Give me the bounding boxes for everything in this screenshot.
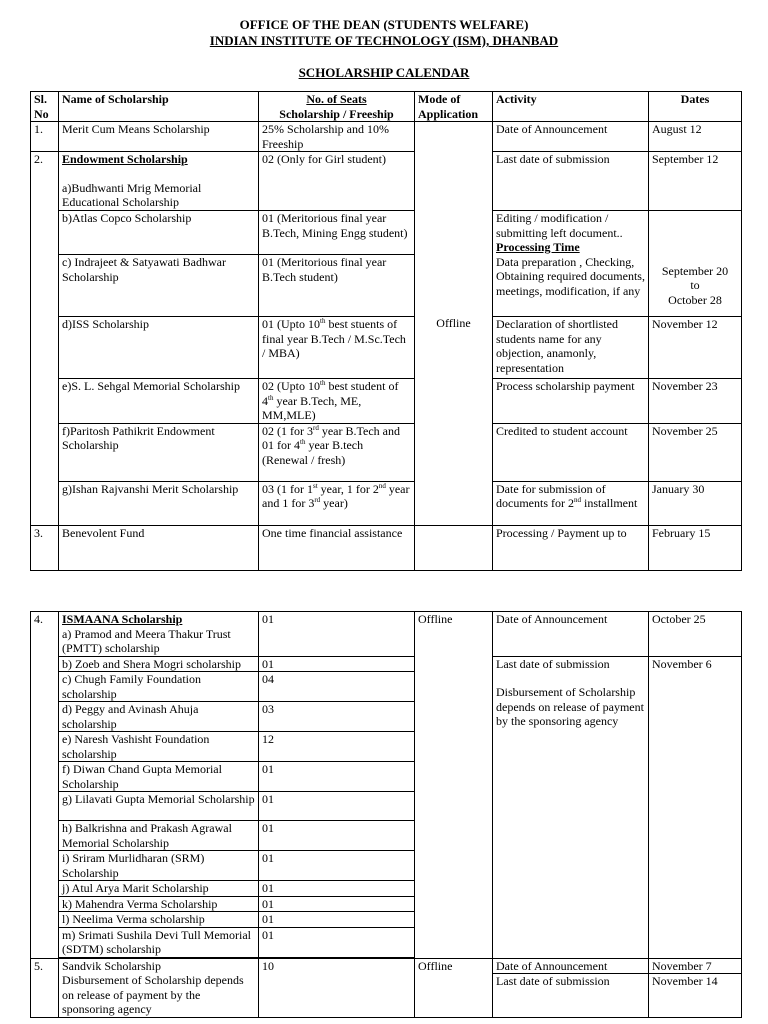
name-cell: g) Lilavati Gupta Memorial Scholarship — [59, 792, 259, 821]
name-cell: e) Naresh Vashisht Foundation scholarship — [59, 732, 259, 762]
name-cell: Sandvik Scholarship Disbursement of Scholarship depends on release of payment by the sponsoring agency — [59, 958, 259, 1018]
name-cell: Endowment Scholarship a)Budhwanti Mrig Memorial Educational Scholarship — [59, 152, 259, 211]
date-cell: September 12 — [649, 152, 742, 211]
table-row — [31, 958, 742, 974]
seats-cell: 01 — [259, 927, 415, 957]
table-row — [31, 317, 742, 379]
seats-cell: 02 (1 for 3rd year B.Tech and 01 for 4th year B.tech (Renewal / fresh) — [259, 423, 415, 481]
table-row — [31, 152, 742, 211]
name-cell: f)Paritosh Pathikrit Endowment Scholarship — [59, 423, 259, 481]
calendar-title: SCHOLARSHIP CALENDAR — [298, 65, 470, 80]
table-row — [31, 656, 742, 672]
sl-cell: 3. — [31, 525, 59, 570]
mode-cell — [415, 525, 493, 570]
sl-cell: 4. — [31, 612, 59, 959]
name-cell: k) Mahendra Verma Scholarship — [59, 896, 259, 912]
col-activity: Activity — [493, 92, 649, 122]
mode-cell: Offline — [415, 612, 493, 959]
header-row — [31, 92, 742, 122]
seats-cell: 01 — [259, 851, 415, 881]
institute-heading: INDIAN INSTITUTE OF TECHNOLOGY (ISM), DHANBAD — [209, 33, 559, 48]
date-cell — [649, 211, 742, 255]
seats-cell: 02 (Upto 10th best student of 4th year B.Tech, ME, MM,MLE) — [259, 379, 415, 424]
activity-cell: Date of Announcement — [493, 612, 649, 657]
name-cell: g)Ishan Rajvanshi Merit Scholarship — [59, 481, 259, 525]
seats-cell: 01 — [259, 821, 415, 851]
activity-cell: Process scholarship payment — [493, 379, 649, 424]
name-cell: m) Srimati Sushila Devi Tull Memorial (SDTM) scholarship — [59, 927, 259, 957]
activity-cell: Processing / Payment up to — [493, 525, 649, 570]
seats-cell: 25% Scholarship and 10% Freeship — [259, 122, 415, 152]
table-row — [31, 379, 742, 424]
table-row — [31, 481, 742, 525]
date-cell: November 23 — [649, 379, 742, 424]
scholarship-table-2 — [30, 611, 742, 1018]
col-mode: Mode of Application — [415, 92, 493, 122]
activity-cell: Last date of submission Disbursement of Scholarship depends on release of payment by the sponsoring agency — [493, 656, 649, 958]
date-cell: September 20 to October 28 — [649, 255, 742, 317]
activity-cell: Credited to student account — [493, 423, 649, 481]
date-cell: February 15 — [649, 525, 742, 570]
table-row — [31, 423, 742, 481]
table-row — [31, 122, 742, 152]
seats-cell: 01 (Upto 10th best stuents of final year B.Tech / M.Sc.Tech / MBA) — [259, 317, 415, 379]
seats-cell: 12 — [259, 732, 415, 762]
name-cell: b) Zoeb and Shera Mogri scholarship — [59, 656, 259, 672]
name-cell: l) Neelima Verma scholarship — [59, 912, 259, 928]
col-name: Name of Scholarship — [59, 92, 259, 122]
activity-cell: Last date of submission — [493, 974, 649, 1018]
seats-cell: 01 — [259, 762, 415, 792]
sl-cell: 1. — [31, 122, 59, 152]
date-cell: January 30 — [649, 481, 742, 525]
activity-cell: Date for submission of documents for 2nd installment — [493, 481, 649, 525]
col-dates: Dates — [649, 92, 742, 122]
seats-cell: One time financial assistance — [259, 525, 415, 570]
table-row — [31, 525, 742, 570]
scholarship-table-1 — [30, 91, 742, 571]
name-cell: f) Diwan Chand Gupta Memorial Scholarship — [59, 762, 259, 792]
col-sl: Sl. No — [31, 92, 59, 122]
name-cell: d)ISS Scholarship — [59, 317, 259, 379]
sl-cell: 2. — [31, 152, 59, 526]
seats-cell: 01 (Meritorious final year B.Tech student) — [259, 255, 415, 317]
mode-cell: Offline — [415, 122, 493, 526]
name-cell: h) Balkrishna and Prakash Agrawal Memorial Scholarship — [59, 821, 259, 851]
seats-cell: 01 (Meritorious final year B.Tech, Mining Engg student) — [259, 211, 415, 255]
activity-cell: Editing / modification / submitting left document.. Processing Time — [493, 211, 649, 255]
name-cell: i) Sriram Murlidharan (SRM) Scholarship — [59, 851, 259, 881]
table-row — [31, 255, 742, 317]
seats-cell: 03 (1 for 1st year, 1 for 2nd year and 1 for 3rd year) — [259, 481, 415, 525]
activity-cell: Last date of submission — [493, 152, 649, 211]
name-cell: e)S. L. Sehgal Memorial Scholarship — [59, 379, 259, 424]
office-heading: OFFICE OF THE DEAN (STUDENTS WELFARE) — [239, 17, 529, 32]
activity-cell: Data preparation , Checking, Obtaining required documents, meetings, modification, if any — [493, 255, 649, 317]
name-cell: d) Peggy and Avinash Ahuja scholarship — [59, 702, 259, 732]
date-cell: October 25 — [649, 612, 742, 657]
seats-cell: 10 — [259, 958, 415, 1018]
date-cell: November 14 — [649, 974, 742, 1018]
name-cell: Merit Cum Means Scholarship — [59, 122, 259, 152]
name-cell: c) Chugh Family Foundation scholarship — [59, 672, 259, 702]
name-cell: ISMAANA Scholarship a) Pramod and Meera Thakur Trust (PMTT) scholarship — [59, 612, 259, 657]
name-cell: b)Atlas Copco Scholarship — [59, 211, 259, 255]
seats-cell: 02 (Only for Girl student) — [259, 152, 415, 211]
col-seats: No. of Seats Scholarship / Freeship — [259, 92, 415, 122]
date-cell: August 12 — [649, 122, 742, 152]
activity-cell: Date of Announcement — [493, 958, 649, 974]
name-cell: c) Indrajeet & Satyawati Badhwar Scholarship — [59, 255, 259, 317]
activity-cell: Declaration of shortlisted students name for any objection, anamonly, representation — [493, 317, 649, 379]
seats-cell: 01 — [259, 912, 415, 928]
date-cell: November 25 — [649, 423, 742, 481]
date-cell: November 12 — [649, 317, 742, 379]
table-row — [31, 612, 742, 657]
seats-cell: 01 — [259, 881, 415, 897]
seats-cell: 01 — [259, 656, 415, 672]
sl-cell: 5. — [31, 958, 59, 1018]
mode-cell: Offline — [415, 958, 493, 1018]
seats-cell: 01 — [259, 612, 415, 657]
date-cell: November 7 — [649, 958, 742, 974]
table-row — [31, 211, 742, 255]
seats-cell: 01 — [259, 896, 415, 912]
date-cell: November 6 — [649, 656, 742, 958]
name-cell: Benevolent Fund — [59, 525, 259, 570]
seats-cell: 01 — [259, 792, 415, 821]
seats-cell: 03 — [259, 702, 415, 732]
activity-cell: Date of Announcement — [493, 122, 649, 152]
seats-cell: 04 — [259, 672, 415, 702]
name-cell: j) Atul Arya Marit Scholarship — [59, 881, 259, 897]
